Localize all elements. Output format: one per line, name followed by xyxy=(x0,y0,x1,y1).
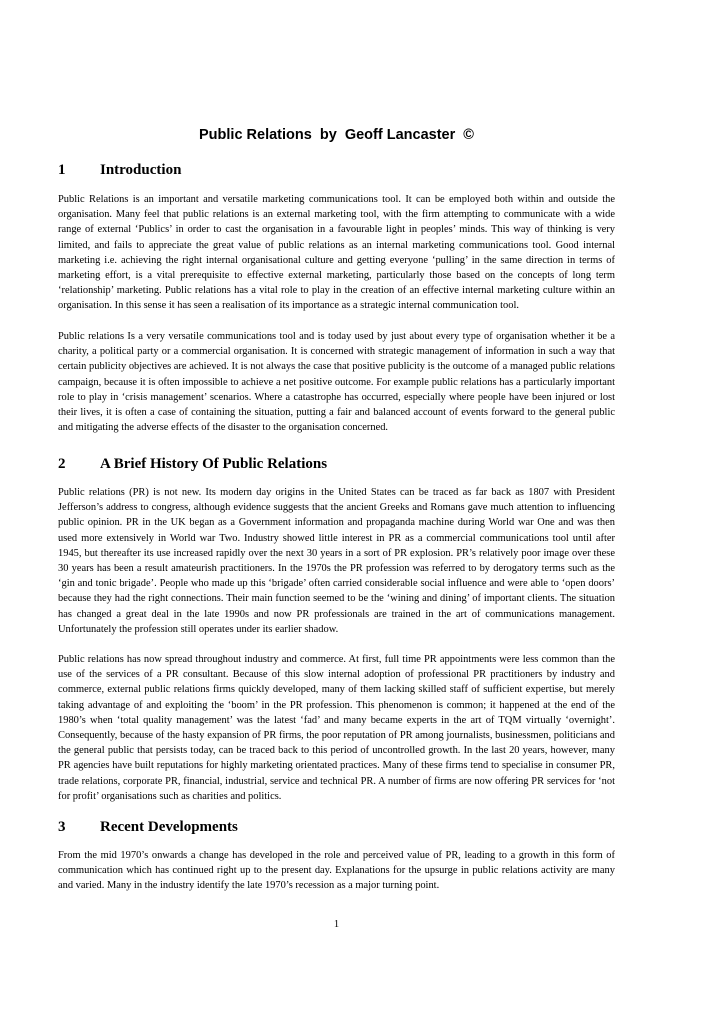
paragraph: Public relations has now spread throughout industry and commerce. At first, full time PR appointments were less common than the use of the services of a PR consultant. Because of this slow internal adoption of professional PR practitioners by industry and commerce, external public relations firms quickly developed, many of them lacking skilled staff of sufficient expertise, but merely taking advantage of and exploiting the ‘boom’ in the PR profession. This phenomenon is common; it happened at the end of the 1980’s when ‘total quality management’ was the latest ‘fad’ and many became experts in the art of TQM virtually ‘overnight’. Consequently, because of the hasty expansion of PR firms, the poor reputation of PR among journalists, businessmen, politicians and the general public that persists today, can be traced back to this period of uncontrolled growth. In the last 20 years, however, many PR agencies have built reputations for highly marketing orientated practices. Many of these firms tend to specialise in consumer PR, trade relations, corporate PR, financial, industrial, service and technical PR. A number of firms are now offering PR services for ‘not for profit’ organisations such as charities and politics. xyxy=(58,654,615,802)
section-number: 3 xyxy=(58,819,66,835)
page-number: 1 xyxy=(333,919,340,930)
document-page xyxy=(58,0,615,1017)
section-heading-brief-history xyxy=(58,455,615,473)
section-title: Introduction xyxy=(100,162,182,178)
paragraph: Public relations Is a very versatile communications tool and is today used by just about every type of organisation whether it be a charity, a political party or a commercial organisation. It is concerned with strategic management of information in such a way that certain publicity objectives are achieved. It is not always the case that positive publicity is the outcome of a managed public relations campaign, because it is often impossible to achieve a net positive outcome. For example public relations has a particularly important role to play in ‘crisis management’ scenarios. Where a catastrophe has occurred, especially where people have been injured or lost their lives, it is often a case of containing the situation, putting a fair and balanced account of events forward to the general public and mitigating the adverse effects of the disaster to the organisation concerned. xyxy=(58,331,615,434)
section-number: 2 xyxy=(58,456,66,472)
section-title: Recent Developments xyxy=(100,819,238,835)
section-title: A Brief History Of Public Relations xyxy=(100,456,328,472)
section-heading-introduction xyxy=(58,161,615,179)
paragraph: Public relations (PR) is not new. Its modern day origins in the United States can be traced as far back as 1807 with President Jefferson’s address to congress, although evidence suggests that the ancient Greeks and Romans gave much attention to influencing public opinion. PR in the UK began as a Government information and propaganda machine during World war One and was then used more extensively in World war Two. Industry showed little interest in PR as a commercial communications tool until after 1945, but thereafter its use increased rapidly over the next 30 years in a sort of PR explosion. PR’s relatively poor image over these 30 years has been a result amateurish practitioners. In the 1970s the PR profession was referred to by derogatory terms such as the ‘gin and tonic brigade’. People who made up this ‘brigade’ often carried considerable social influence and were able to ‘open doors’ because they had the right connections. Their main function seemed to be the ‘wining and dining’ of important clients. The situation has changed a great deal in the late 1990s and now PR professionals are trained in the art of communications management. Unfortunately the profession still operates under its earlier shadow. xyxy=(58,487,615,635)
section-number: 1 xyxy=(58,162,66,178)
paragraph: From the mid 1970’s onwards a change has developed in the role and perceived value of PR, leading to a growth in this form of communication which has continued right up to the present day. Explanations for the upsurge in public relations activity are many and varied. Many in the industry identify the late 1970’s recession as a major turning point. xyxy=(58,850,615,892)
section-heading-recent-developments xyxy=(58,818,615,836)
document-title: Public Relations by Geoff Lancaster © xyxy=(199,127,474,143)
paragraph: Public Relations is an important and versatile marketing communications tool. It can be employed both within and outside the organisation. Many feel that public relations is an external marketing tool, with the firm attempting to communicate with a wide range of external ‘Publics’ in order to cast the organisation in a favourable light in peoples’ minds. This way of thinking is very limited, and fails to appreciate the great value of public relations as an internal marketing communications tool. Good internal marketing i.e. achieving the right internal organisational culture and getting everyone ‘pulling’ in the same direction in terms of marketing effort, is a vital prerequisite to effective external marketing, particularly those based on the concepts of long term ‘relationship’ marketing. Public relations has a vital role to play in the creation of an effective internal marketing culture within an organisation. In this sense it has seen a realisation of its importance as a strategic internal communication tool. xyxy=(58,194,615,312)
